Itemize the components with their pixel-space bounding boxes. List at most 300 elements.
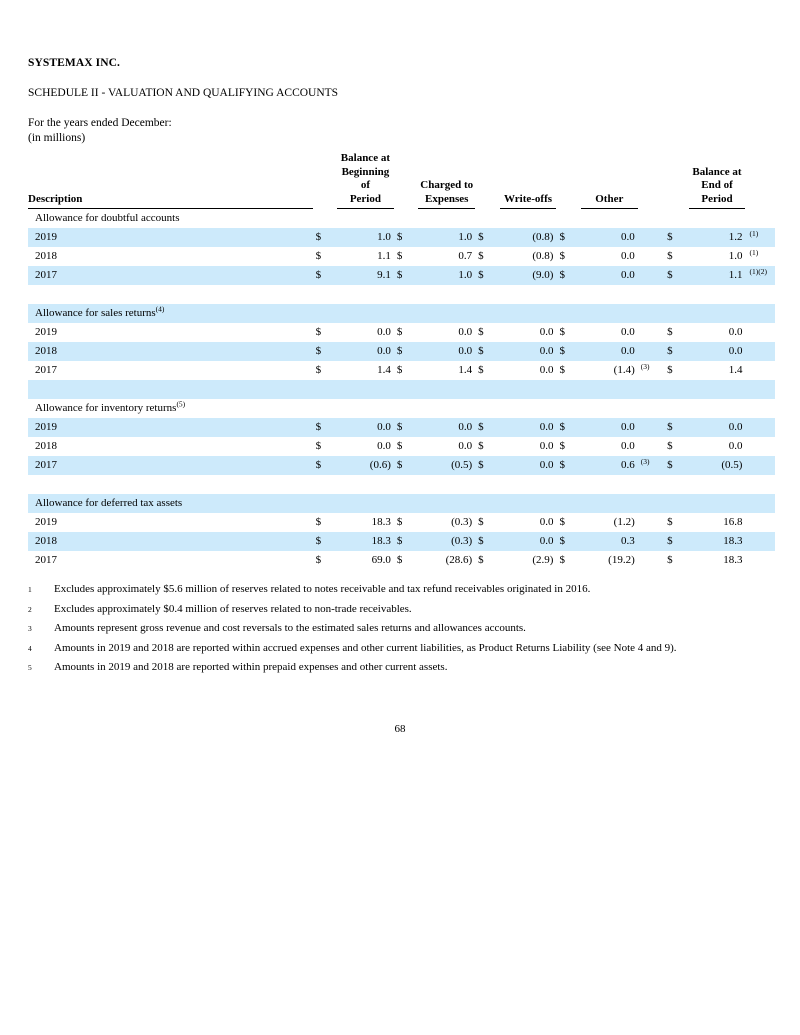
section-spacer-cell-10 (638, 475, 664, 494)
section-label-spacer-8 (581, 209, 638, 229)
value-write-offs: 0.0 (500, 456, 557, 475)
section-label-spacer-3 (394, 399, 418, 418)
value-balance-end: 0.0 (689, 418, 746, 437)
section-label-spacer-12 (745, 399, 775, 418)
currency-symbol-charged: $ (394, 418, 418, 437)
row-year: 2018 (28, 342, 313, 361)
currency-symbol-other: $ (556, 247, 580, 266)
column-header-charged-to-expenses (418, 152, 475, 209)
currency-symbol-writeoffs: $ (475, 532, 499, 551)
value-charged-to-expenses: 0.0 (418, 342, 475, 361)
row-year: 2017 (28, 361, 313, 380)
value-other: 0.0 (581, 228, 638, 247)
valuation-accounts-table-wrap (28, 152, 775, 570)
section-label: Allowance for inventory returns$^{(5)}$ (28, 399, 313, 418)
column-header-other (581, 152, 638, 209)
currency-symbol-charged: $ (394, 247, 418, 266)
other-footnote-marker (638, 437, 664, 456)
value-balance-end: 0.0 (689, 323, 746, 342)
ending-footnote-marker (745, 513, 775, 532)
currency-symbol-writeoffs: $ (475, 551, 499, 570)
currency-symbol-ending: $ (664, 247, 688, 266)
currency-symbol-charged: $ (394, 228, 418, 247)
currency-symbol-ending: $ (664, 551, 688, 570)
spacer-cell-1 (313, 152, 337, 209)
currency-symbol-other: $ (556, 513, 580, 532)
row-year: 2018 (28, 247, 313, 266)
section-label-spacer-8 (581, 304, 638, 323)
section-label-spacer-7 (556, 494, 580, 513)
other-footnote-marker (638, 323, 664, 342)
value-write-offs: 0.0 (500, 532, 557, 551)
section-spacer-cell-13 (745, 285, 775, 304)
spacer-cell-5 (638, 152, 664, 209)
section-spacer-cell-5 (418, 380, 475, 399)
section-label-spacer-4 (418, 209, 475, 229)
section-label-spacer-10 (664, 209, 688, 229)
section-spacer-cell-3 (337, 475, 394, 494)
header-line-2: Expenses (425, 192, 469, 205)
table-row (28, 418, 775, 437)
section-spacer-cell-5 (418, 285, 475, 304)
value-charged-to-expenses: 1.4 (418, 361, 475, 380)
currency-symbol-beginning: $ (313, 456, 337, 475)
currency-symbol-beginning: $ (313, 437, 337, 456)
currency-symbol-writeoffs: $ (475, 342, 499, 361)
section-label-spacer-5 (475, 399, 499, 418)
header-line-3: Period (349, 192, 381, 205)
currency-symbol-ending: $ (664, 418, 688, 437)
value-balance-beginning: 18.3 (337, 513, 394, 532)
other-footnote-marker: (3) (638, 456, 664, 475)
section-spacer-cell-13 (745, 380, 775, 399)
section-label-spacer-6 (500, 209, 557, 229)
section-label-spacer-11 (689, 494, 746, 513)
footnote-text: Amounts represent gross revenue and cost reversals to the estimated sales returns and allowances accounts. (54, 622, 526, 634)
section-spacer-cell-9 (581, 380, 638, 399)
row-year: 2017 (28, 551, 313, 570)
currency-symbol-ending: $ (664, 342, 688, 361)
value-balance-end: 18.3 (689, 551, 746, 570)
section-label-spacer-6 (500, 494, 557, 513)
section-label: Allowance for doubtful accounts (28, 209, 313, 229)
section-spacer-cell-7 (500, 380, 557, 399)
currency-symbol-other: $ (556, 532, 580, 551)
section-label-row (28, 399, 775, 418)
currency-symbol-charged: $ (394, 342, 418, 361)
row-year: 2019 (28, 513, 313, 532)
section-label-spacer-1 (313, 304, 337, 323)
currency-symbol-charged: $ (394, 532, 418, 551)
section-label-spacer-3 (394, 494, 418, 513)
section-label-spacer-4 (418, 494, 475, 513)
section-label-spacer-5 (475, 209, 499, 229)
section-label-spacer-1 (313, 399, 337, 418)
section-spacer-cell-2 (313, 380, 337, 399)
header-line-1: Write-offs (503, 192, 553, 205)
value-write-offs: 0.0 (500, 418, 557, 437)
value-charged-to-expenses: (0.3) (418, 532, 475, 551)
document-header (28, 56, 772, 145)
section-spacer-row (28, 380, 775, 399)
currency-symbol-writeoffs: $ (475, 513, 499, 532)
currency-symbol-beginning: $ (313, 266, 337, 285)
currency-symbol-writeoffs: $ (475, 247, 499, 266)
value-write-offs: (2.9) (500, 551, 557, 570)
schedule-title: SCHEDULE II - VALUATION AND QUALIFYING ACCOUNTS (28, 87, 339, 99)
header-line-2: Beginning of (341, 165, 390, 191)
section-label-spacer-7 (556, 209, 580, 229)
section-label-spacer-11 (689, 304, 746, 323)
section-spacer-row (28, 475, 775, 494)
section-label-spacer-2 (337, 209, 394, 229)
page-number: 68 (394, 723, 406, 735)
value-other: 0.0 (581, 247, 638, 266)
currency-symbol-beginning: $ (313, 361, 337, 380)
section-spacer-cell-9 (581, 475, 638, 494)
section-label-spacer-10 (664, 304, 688, 323)
company-name: SYSTEMAX INC. (28, 57, 121, 69)
value-charged-to-expenses: (28.6) (418, 551, 475, 570)
other-footnote-marker (638, 513, 664, 532)
header-line-1: Other (595, 192, 624, 205)
section-label-spacer-12 (745, 304, 775, 323)
value-balance-end: 1.4 (689, 361, 746, 380)
footnote-item (28, 603, 772, 616)
currency-symbol-charged: $ (394, 456, 418, 475)
value-balance-beginning: 0.0 (337, 418, 394, 437)
value-write-offs: 0.0 (500, 361, 557, 380)
currency-symbol-charged: $ (394, 513, 418, 532)
section-label-spacer-4 (418, 399, 475, 418)
value-write-offs: 0.0 (500, 437, 557, 456)
section-label-row (28, 494, 775, 513)
footnote-text: Excludes approximately $0.4 million of reserves related to non-trade receivables. (54, 602, 412, 615)
other-footnote-marker (638, 418, 664, 437)
ending-footnote-marker (745, 361, 775, 380)
row-year: 2019 (28, 228, 313, 247)
section-label-spacer-9 (638, 399, 664, 418)
currency-symbol-beginning: $ (313, 513, 337, 532)
section-label-spacer-2 (337, 399, 394, 418)
currency-symbol-charged: $ (394, 323, 418, 342)
section-spacer-cell-11 (664, 475, 688, 494)
value-charged-to-expenses: 0.7 (418, 247, 475, 266)
value-other: (1.2) (581, 513, 638, 532)
value-other: 0.0 (581, 266, 638, 285)
value-write-offs: 0.0 (500, 513, 557, 532)
value-other: 0.0 (581, 323, 638, 342)
currency-symbol-charged: $ (394, 361, 418, 380)
currency-symbol-ending: $ (664, 361, 688, 380)
value-balance-beginning: 18.3 (337, 532, 394, 551)
currency-symbol-beginning: $ (313, 323, 337, 342)
row-year: 2017 (28, 266, 313, 285)
currency-symbol-ending: $ (664, 228, 688, 247)
section-label-spacer-3 (394, 209, 418, 229)
currency-symbol-writeoffs: $ (475, 323, 499, 342)
footnote-marker: (5) (176, 399, 186, 409)
header-line-3: Period (701, 192, 733, 205)
column-header-write-offs (500, 152, 557, 209)
other-footnote-marker (638, 532, 664, 551)
footnote-item (28, 642, 772, 655)
currency-symbol-other: $ (556, 342, 580, 361)
section-spacer-row (28, 285, 775, 304)
section-label-spacer-6 (500, 304, 557, 323)
ending-footnote-marker (745, 456, 775, 475)
currency-symbol-writeoffs: $ (475, 228, 499, 247)
section-spacer-cell-1 (28, 285, 313, 304)
header-line-2: End of (701, 179, 733, 191)
footnote-item (28, 583, 772, 596)
section-spacer-cell-12 (689, 285, 746, 304)
currency-symbol-other: $ (556, 418, 580, 437)
value-balance-beginning: 0.0 (337, 437, 394, 456)
value-write-offs: (0.8) (500, 247, 557, 266)
table-row (28, 266, 775, 285)
value-balance-end: 1.2 (689, 228, 746, 247)
value-balance-end: 0.0 (689, 437, 746, 456)
currency-symbol-other: $ (556, 266, 580, 285)
section-label: Allowance for sales returns$^{(4)}$ (28, 304, 313, 323)
currency-symbol-beginning: $ (313, 418, 337, 437)
section-label-spacer-7 (556, 399, 580, 418)
section-spacer-cell-12 (689, 475, 746, 494)
section-spacer-cell-6 (475, 475, 499, 494)
currency-symbol-ending: $ (664, 266, 688, 285)
value-other: 0.3 (581, 532, 638, 551)
section-label-spacer-9 (638, 304, 664, 323)
table-row (28, 228, 775, 247)
row-year: 2017 (28, 456, 313, 475)
value-other: (19.2) (581, 551, 638, 570)
other-footnote-marker (638, 266, 664, 285)
section-spacer-cell-8 (556, 285, 580, 304)
currency-symbol-writeoffs: $ (475, 361, 499, 380)
row-year: 2019 (28, 418, 313, 437)
currency-symbol-charged: $ (394, 266, 418, 285)
table-row (28, 361, 775, 380)
section-spacer-cell-4 (394, 285, 418, 304)
section-spacer-cell-1 (28, 380, 313, 399)
currency-symbol-ending: $ (664, 456, 688, 475)
section-label-spacer-12 (745, 494, 775, 513)
value-write-offs: 0.0 (500, 323, 557, 342)
value-charged-to-expenses: 0.0 (418, 418, 475, 437)
section-label-spacer-1 (313, 209, 337, 229)
ending-footnote-marker (745, 532, 775, 551)
other-footnote-marker (638, 247, 664, 266)
section-label-spacer-6 (500, 399, 557, 418)
footnote-number: 5 (28, 663, 32, 672)
section-spacer-cell-8 (556, 475, 580, 494)
value-charged-to-expenses: (0.3) (418, 513, 475, 532)
footnote-number: 1 (28, 585, 32, 594)
currency-symbol-writeoffs: $ (475, 456, 499, 475)
section-spacer-cell-11 (664, 285, 688, 304)
value-balance-end: (0.5) (689, 456, 746, 475)
currency-symbol-beginning: $ (313, 551, 337, 570)
section-label-spacer-9 (638, 209, 664, 229)
value-balance-beginning: (0.6) (337, 456, 394, 475)
currency-symbol-beginning: $ (313, 228, 337, 247)
section-label-spacer-1 (313, 494, 337, 513)
table-row (28, 532, 775, 551)
value-balance-beginning: 1.4 (337, 361, 394, 380)
table-row (28, 323, 775, 342)
row-year: 2019 (28, 323, 313, 342)
value-balance-beginning: 0.0 (337, 323, 394, 342)
footnotes-list (28, 583, 772, 681)
spacer-cell-7 (745, 152, 775, 209)
table-row (28, 437, 775, 456)
section-spacer-cell-12 (689, 380, 746, 399)
value-balance-end: 1.1 (689, 266, 746, 285)
section-spacer-cell-4 (394, 380, 418, 399)
section-label-spacer-3 (394, 304, 418, 323)
section-label-row (28, 304, 775, 323)
ending-footnote-marker: (1) (745, 247, 775, 266)
currency-symbol-other: $ (556, 456, 580, 475)
currency-symbol-beginning: $ (313, 532, 337, 551)
value-charged-to-expenses: 0.0 (418, 437, 475, 456)
value-balance-end: 18.3 (689, 532, 746, 551)
section-spacer-cell-8 (556, 380, 580, 399)
section-label-spacer-4 (418, 304, 475, 323)
footnote-item (28, 622, 772, 635)
value-balance-beginning: 1.1 (337, 247, 394, 266)
value-other: (1.4) (581, 361, 638, 380)
currency-symbol-ending: $ (664, 437, 688, 456)
section-label-spacer-5 (475, 304, 499, 323)
section-spacer-cell-5 (418, 475, 475, 494)
currency-symbol-beginning: $ (313, 247, 337, 266)
section-spacer-cell-4 (394, 475, 418, 494)
section-spacer-cell-2 (313, 475, 337, 494)
ending-footnote-marker (745, 437, 775, 456)
section-spacer-cell-13 (745, 475, 775, 494)
section-spacer-cell-7 (500, 475, 557, 494)
table-row (28, 342, 775, 361)
section-spacer-cell-7 (500, 285, 557, 304)
currency-symbol-charged: $ (394, 437, 418, 456)
value-charged-to-expenses: 1.0 (418, 266, 475, 285)
currency-symbol-ending: $ (664, 323, 688, 342)
value-balance-beginning: 1.0 (337, 228, 394, 247)
section-label-row (28, 209, 775, 229)
currency-symbol-ending: $ (664, 513, 688, 532)
currency-symbol-charged: $ (394, 551, 418, 570)
row-year: 2018 (28, 532, 313, 551)
value-balance-beginning: 0.0 (337, 342, 394, 361)
column-header-balance-beginning (337, 152, 394, 209)
ending-footnote-marker (745, 342, 775, 361)
footnote-item (28, 661, 772, 674)
section-label-spacer-8 (581, 399, 638, 418)
value-other: 0.0 (581, 342, 638, 361)
section-spacer-cell-3 (337, 380, 394, 399)
section-label: Allowance for deferred tax assets (28, 494, 313, 513)
section-label-spacer-8 (581, 494, 638, 513)
section-label-spacer-12 (745, 209, 775, 229)
footnote-number: 3 (28, 624, 32, 633)
currency-symbol-other: $ (556, 551, 580, 570)
value-balance-end: 1.0 (689, 247, 746, 266)
other-footnote-marker (638, 551, 664, 570)
ending-footnote-marker: (1)(2) (745, 266, 775, 285)
section-spacer-cell-9 (581, 285, 638, 304)
value-balance-end: 0.0 (689, 342, 746, 361)
ending-footnote-marker: (1) (745, 228, 775, 247)
table-row (28, 551, 775, 570)
section-label-spacer-5 (475, 494, 499, 513)
value-balance-beginning: 9.1 (337, 266, 394, 285)
currency-symbol-writeoffs: $ (475, 266, 499, 285)
value-charged-to-expenses: 1.0 (418, 228, 475, 247)
valuation-accounts-table (28, 152, 775, 570)
footnote-number: 4 (28, 643, 32, 653)
other-footnote-marker (638, 228, 664, 247)
section-label-spacer-10 (664, 494, 688, 513)
table-row (28, 456, 775, 475)
table-row (28, 247, 775, 266)
section-spacer-cell-10 (638, 285, 664, 304)
header-line-1: Balance at (340, 152, 390, 164)
section-label-spacer-2 (337, 494, 394, 513)
section-spacer-cell-2 (313, 285, 337, 304)
section-spacer-cell-11 (664, 380, 688, 399)
spacer-cell-4 (556, 152, 580, 209)
value-charged-to-expenses: 0.0 (418, 323, 475, 342)
footnote-marker: (4) (155, 304, 165, 314)
section-label-spacer-2 (337, 304, 394, 323)
section-spacer-cell-10 (638, 380, 664, 399)
currency-symbol-other: $ (556, 323, 580, 342)
section-spacer-cell-6 (475, 380, 499, 399)
section-spacer-cell-3 (337, 285, 394, 304)
section-label-spacer-11 (689, 399, 746, 418)
section-label-spacer-11 (689, 209, 746, 229)
section-label-spacer-7 (556, 304, 580, 323)
table-header (28, 152, 775, 209)
section-spacer-cell-1 (28, 475, 313, 494)
section-label-spacer-10 (664, 399, 688, 418)
value-charged-to-expenses: (0.5) (418, 456, 475, 475)
column-header-balance-end (689, 152, 746, 209)
value-balance-end: 16.8 (689, 513, 746, 532)
section-label-spacer-9 (638, 494, 664, 513)
currency-symbol-ending: $ (664, 532, 688, 551)
value-write-offs: 0.0 (500, 342, 557, 361)
ending-footnote-marker (745, 551, 775, 570)
value-write-offs: (0.8) (500, 228, 557, 247)
value-balance-beginning: 69.0 (337, 551, 394, 570)
other-footnote-marker (638, 342, 664, 361)
header-line-1: Balance at (692, 165, 742, 178)
currency-symbol-writeoffs: $ (475, 437, 499, 456)
value-other: 0.6 (581, 456, 638, 475)
footnote-text: Amounts in 2019 and 2018 are reported within accrued expenses and other current liabilities, as Product Returns Liability (see Note 4 and 9). (54, 641, 677, 654)
other-footnote-marker: (3) (638, 361, 664, 380)
ending-footnote-marker (745, 418, 775, 437)
period-line: For the years ended December: (28, 117, 172, 129)
footnote-number: 2 (28, 604, 32, 614)
currency-symbol-beginning: $ (313, 342, 337, 361)
row-year: 2018 (28, 437, 313, 456)
footnote-text: Amounts in 2019 and 2018 are reported within prepaid expenses and other current assets. (54, 661, 448, 673)
table-row (28, 513, 775, 532)
